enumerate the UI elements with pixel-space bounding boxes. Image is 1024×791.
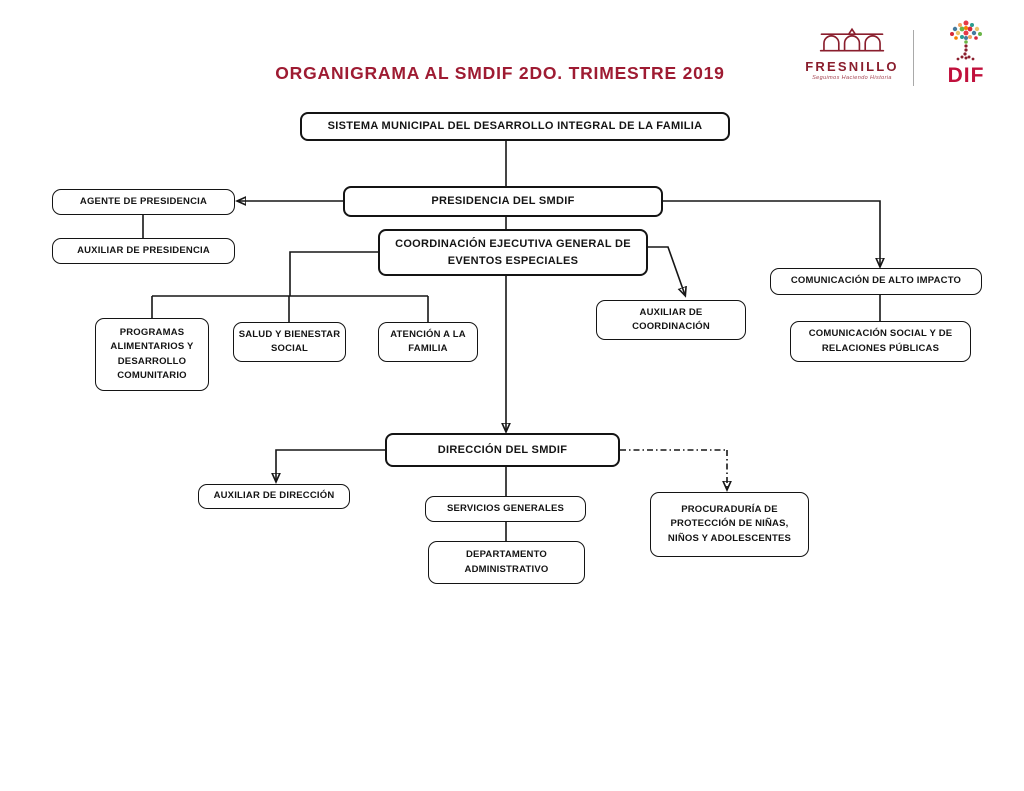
node-programas-alimentarios: PROGRAMAS ALIMENTARIOS Y DESARROLLO COMUNITARIO <box>95 318 209 391</box>
node-auxiliar-direccion: AUXILIAR DE DIRECCIÓN <box>198 484 350 509</box>
node-sistema-municipal: SISTEMA MUNICIPAL DEL DESARROLLO INTEGRAL DE LA FAMILIA <box>300 112 730 141</box>
dif-logo <box>926 18 1006 86</box>
node-comunicacion-alto-impacto: COMUNICACIÓN DE ALTO IMPACTO <box>770 268 982 295</box>
node-agente-presidencia: AGENTE DE PRESIDENCIA <box>52 189 235 215</box>
node-departamento-administrativo: DEPARTAMENTO ADMINISTRATIVO <box>428 541 585 584</box>
node-auxiliar-coordinacion: AUXILIAR DE COORDINACIÓN <box>596 300 746 340</box>
fresnillo-logo-tagline: Seguimos Haciendo Historia <box>812 75 892 81</box>
dif-logo-text: DIF <box>947 64 985 87</box>
node-comunicacion-social: COMUNICACIÓN SOCIAL Y DE RELACIONES PÚBLICAS <box>790 321 971 362</box>
node-atencion-familia: ATENCIÓN A LA FAMILIA <box>378 322 478 362</box>
page-title: ORGANIGRAMA AL SMDIF 2DO. TRIMESTRE 2019 <box>275 63 725 83</box>
fresnillo-logo-text: FRESNILLO <box>805 59 899 74</box>
logo-divider <box>913 30 914 86</box>
fresnillo-logo <box>798 27 906 81</box>
colorful-dot-tree-icon <box>936 18 996 62</box>
node-presidencia-smdif: PRESIDENCIA DEL SMDIF <box>343 186 663 217</box>
node-direccion-smdif: DIRECCIÓN DEL SMDIF <box>385 433 620 467</box>
arched-building-icon <box>819 27 885 53</box>
node-coordinacion-ejecutiva: COORDINACIÓN EJECUTIVA GENERAL DE EVENTOS ESPECIALES <box>378 229 648 276</box>
node-procuraduria-proteccion: PROCURADURÍA DE PROTECCIÓN DE NIÑAS, NIÑOS Y ADOLESCENTES <box>650 492 809 557</box>
node-salud-bienestar: SALUD Y BIENESTAR SOCIAL <box>233 322 346 362</box>
node-auxiliar-presidencia: AUXILIAR DE PRESIDENCIA <box>52 238 235 264</box>
node-servicios-generales: SERVICIOS GENERALES <box>425 496 586 522</box>
